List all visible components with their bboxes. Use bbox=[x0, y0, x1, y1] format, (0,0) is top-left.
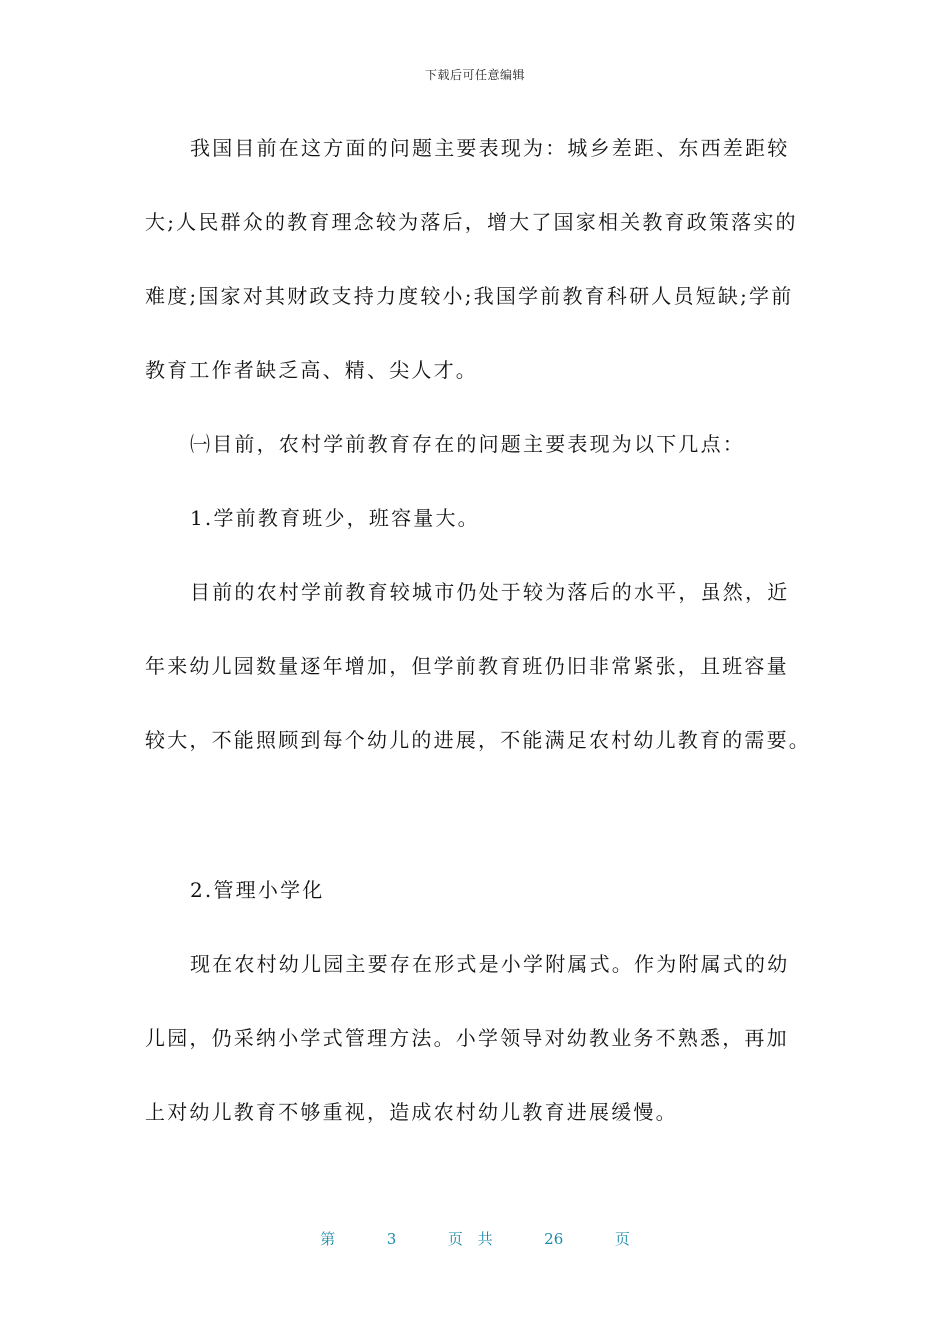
text-line: 较大，不能照顾到每个幼儿的进展，不能满足农村幼儿教育的需要。 bbox=[145, 728, 811, 752]
text-line: 2.管理小学化 bbox=[190, 878, 325, 902]
paragraph bbox=[145, 128, 805, 424]
footer-middle: 页 共 bbox=[447, 1230, 493, 1248]
text-line: 儿园，仍采纳小学式管理方法。小学领导对幼教业务不熟悉，再加 bbox=[145, 1026, 789, 1050]
text-line: 1.学前教育班少，班容量大。 bbox=[190, 506, 480, 530]
text-line: 难度;国家对其财政支持力度较小;我国学前教育科研人员短缺;学前 bbox=[145, 284, 794, 308]
section-heading bbox=[145, 424, 805, 498]
subsection-heading bbox=[145, 870, 805, 944]
blank-spacer bbox=[145, 794, 805, 870]
text-line: 年来幼儿园数量逐年增加，但学前教育班仍旧非常紧张，且班容量 bbox=[145, 654, 789, 678]
page-header: 下载后可任意编辑 bbox=[424, 68, 525, 82]
current-page-number: 3 bbox=[386, 1230, 397, 1248]
text-line: 大;人民群众的教育理念较为落后，增大了国家相关教育政策落实的 bbox=[145, 210, 798, 234]
subsection-heading bbox=[145, 498, 805, 572]
total-page-count: 26 bbox=[544, 1230, 564, 1248]
document-body bbox=[145, 128, 811, 1166]
text-line: ㈠目前，农村学前教育存在的问题主要表现为以下几点： bbox=[190, 432, 745, 456]
paragraph bbox=[145, 572, 811, 794]
text-line: 现在农村幼儿园主要存在形式是小学附属式。作为附属式的幼 bbox=[190, 952, 790, 976]
text-line: 目前的农村学前教育较城市仍处于较为落后的水平，虽然，近 bbox=[190, 580, 790, 604]
paragraph bbox=[145, 944, 805, 1166]
text-line: 上对幼儿教育不够重视，造成农村幼儿教育进展缓慢。 bbox=[145, 1100, 678, 1124]
text-line: 我国目前在这方面的问题主要表现为：城乡差距、东西差距较 bbox=[190, 136, 790, 160]
page-footer bbox=[0, 1228, 950, 1249]
footer-prefix: 第 bbox=[320, 1230, 336, 1248]
text-line: 教育工作者缺乏高、精、尖人才。 bbox=[145, 358, 478, 382]
footer-suffix: 页 bbox=[614, 1230, 630, 1248]
